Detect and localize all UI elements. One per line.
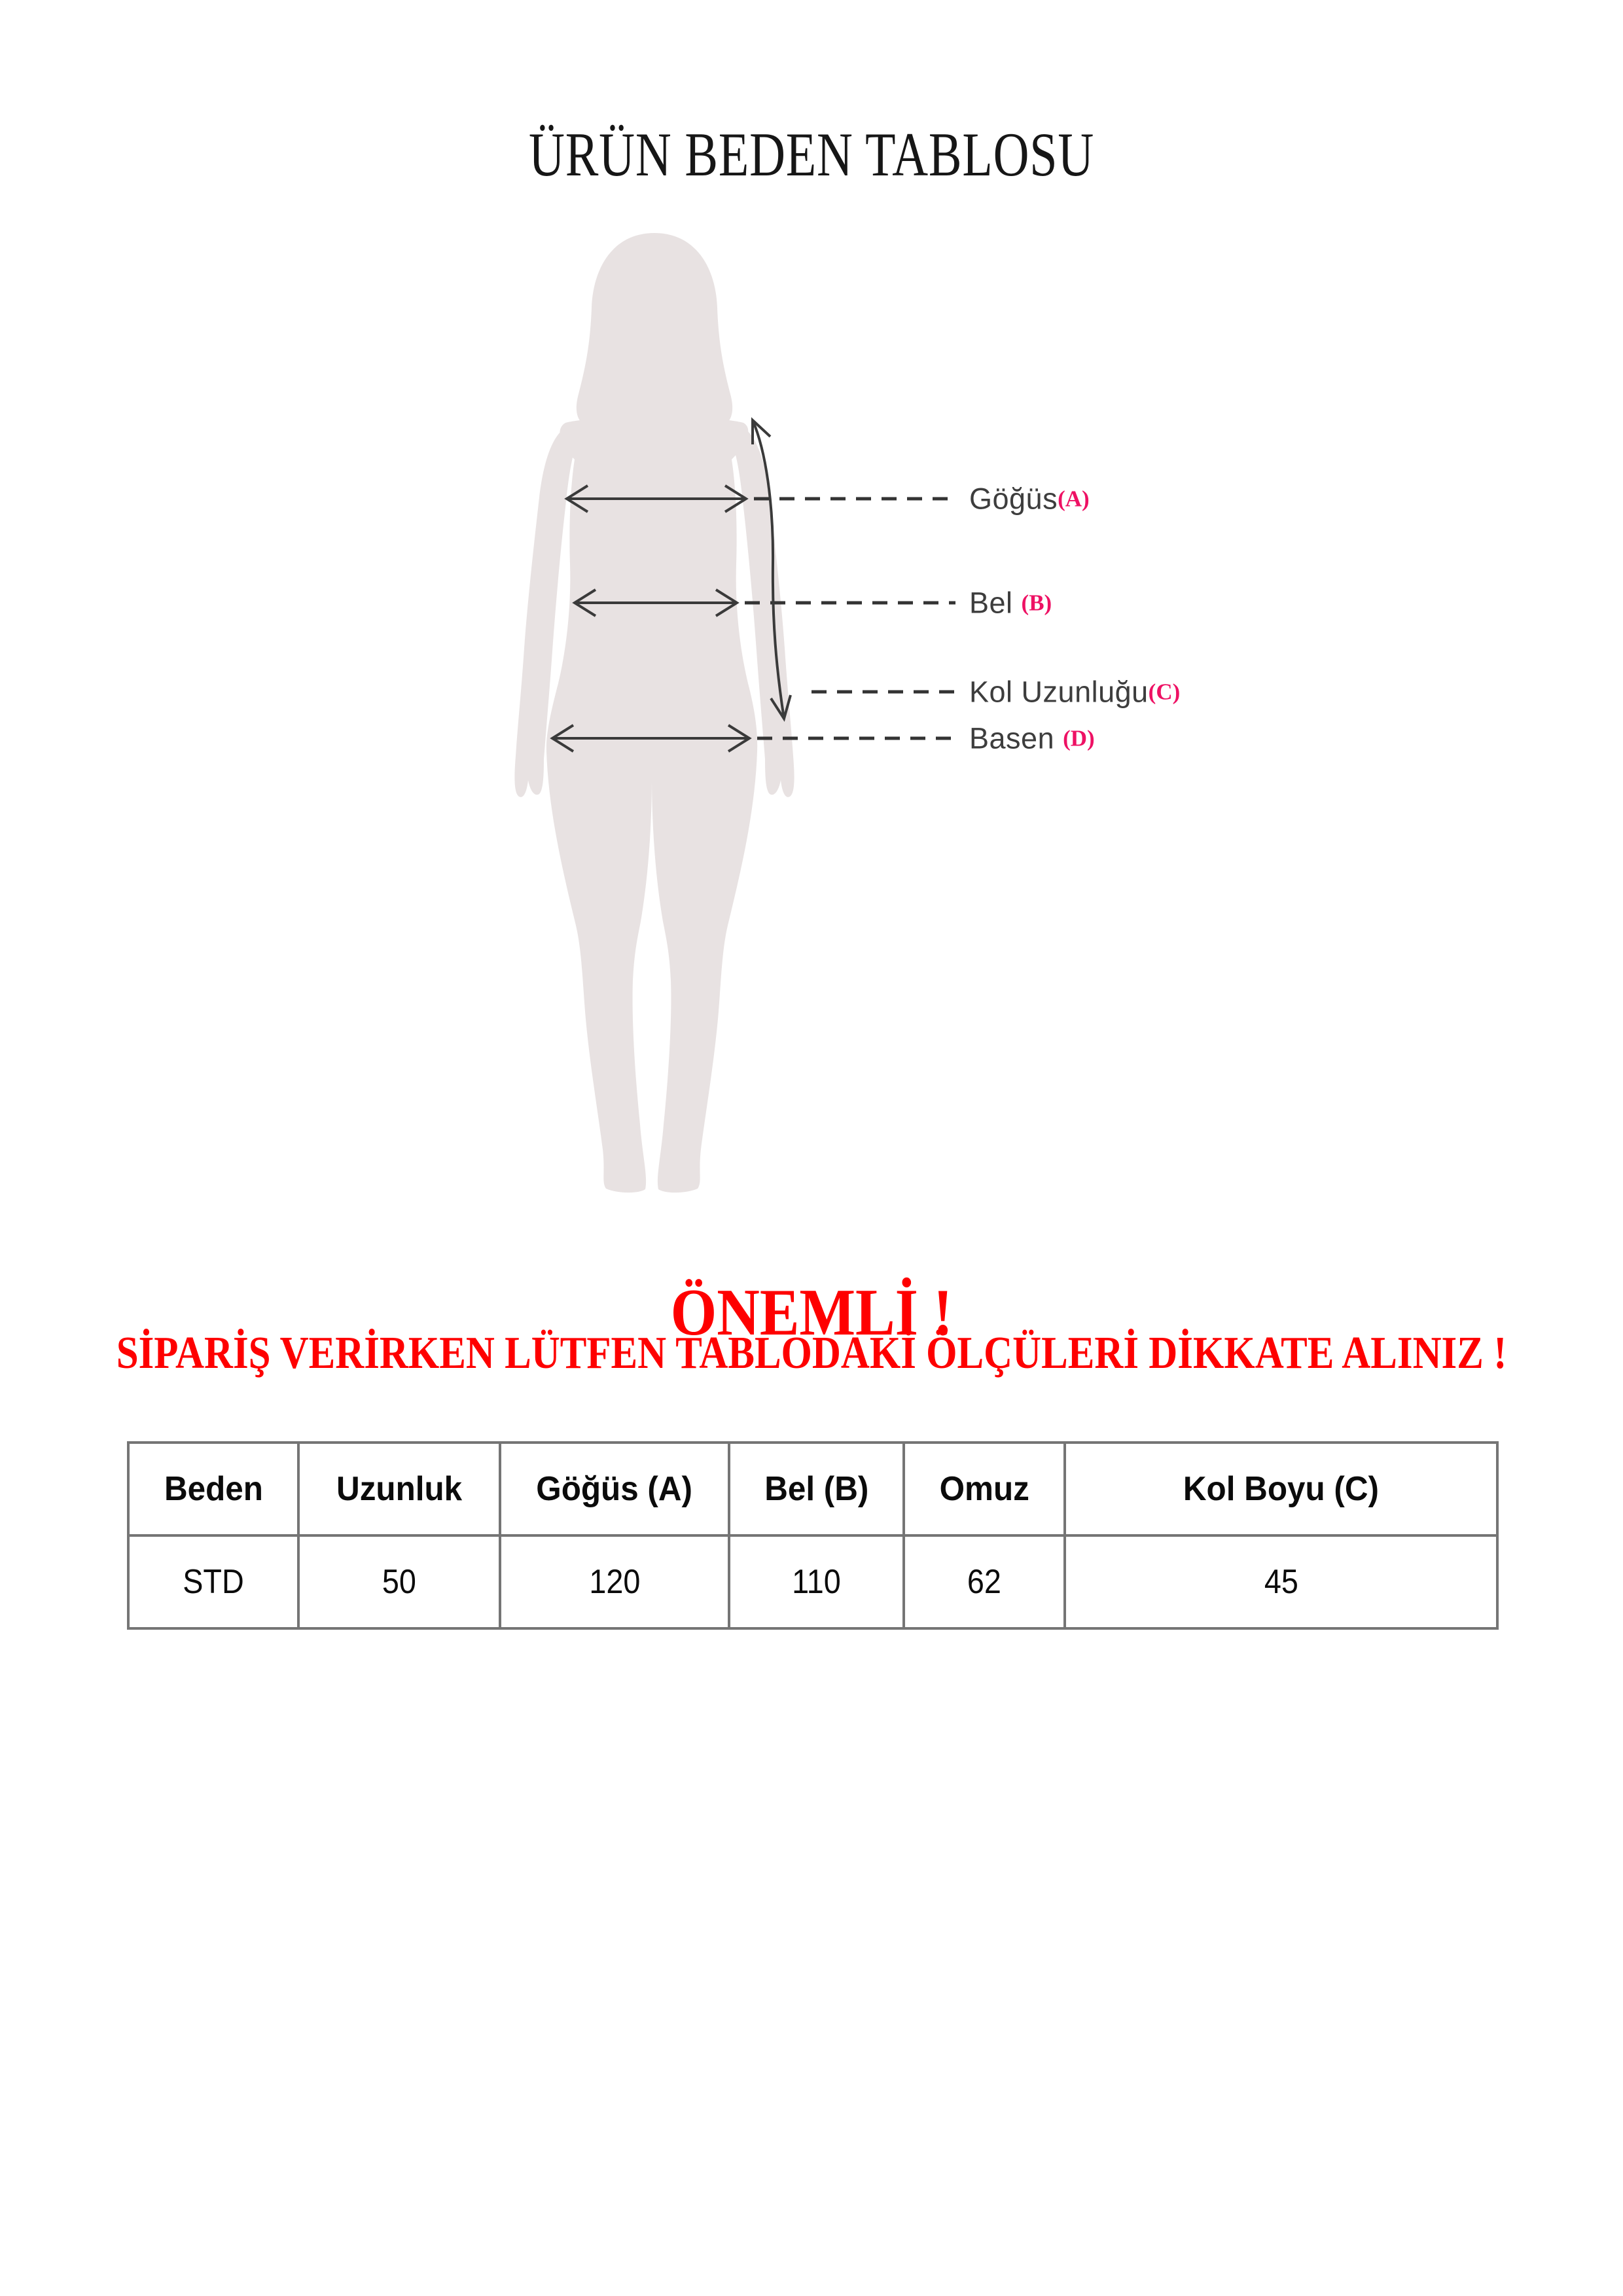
notice-warning-text: SİPARİŞ VERİRKEN LÜTFEN TABLODAKİ ÖLÇÜLERİ DİKKATE ALINIZ ! — [116, 1328, 1507, 1378]
label-arm-length — [969, 677, 1180, 707]
header-kol-boyu-text: Kol Boyu (C) — [1183, 1470, 1380, 1508]
page-title — [0, 120, 1623, 189]
header-bel-b-text: Bel (B) — [764, 1470, 869, 1508]
label-chest-text: Göğüs — [969, 482, 1058, 516]
cell-beden-text: STD — [183, 1563, 244, 1601]
label-arm-length-text: Kol Uzunluğu — [969, 675, 1149, 709]
header-omuz — [904, 1443, 1065, 1535]
notice-warning — [0, 1328, 1623, 1378]
label-arm-length-code: (C) — [1148, 679, 1181, 705]
cell-bel-b — [729, 1535, 904, 1628]
cell-omuz — [904, 1535, 1065, 1628]
header-omuz-text: Omuz — [939, 1470, 1029, 1508]
cell-gogus-a-text: 120 — [588, 1563, 641, 1601]
label-chest-code: (A) — [1058, 486, 1090, 512]
notice-heading-text: ÖNEMLİ ! — [670, 1276, 953, 1350]
header-gogus-a — [500, 1443, 729, 1535]
label-waist-text: Bel — [969, 586, 1022, 620]
cell-kol-boyu — [1065, 1535, 1497, 1628]
cell-gogus-a — [500, 1535, 729, 1628]
header-uzunluk-text: Uzunluk — [336, 1470, 463, 1508]
header-kol-boyu — [1065, 1443, 1497, 1535]
header-beden — [128, 1443, 298, 1535]
label-waist — [969, 588, 1052, 618]
header-beden-text: Beden — [164, 1470, 263, 1508]
label-hip-code: (D) — [1063, 725, 1095, 751]
page-title-text: ÜRÜN BEDEN TABLOSU — [528, 120, 1095, 189]
cell-uzunluk — [298, 1535, 500, 1628]
body-measurement-diagram — [458, 216, 982, 1211]
cell-omuz-text: 62 — [967, 1563, 1002, 1601]
label-chest — [969, 484, 1090, 514]
label-hip — [969, 721, 1095, 755]
cell-bel-b-text: 110 — [792, 1563, 841, 1601]
label-hip-text: Basen — [969, 721, 1063, 755]
cell-beden — [128, 1535, 298, 1628]
silhouette-torso-legs — [546, 417, 757, 1193]
label-waist-code: (B) — [1021, 590, 1052, 616]
size-table-header-row — [128, 1443, 1497, 1535]
cell-kol-boyu-text: 45 — [1264, 1563, 1298, 1601]
header-uzunluk — [298, 1443, 500, 1535]
cell-uzunluk-text: 50 — [382, 1563, 417, 1601]
header-gogus-a-text: Göğüs (A) — [536, 1470, 693, 1508]
size-table-data-row — [128, 1535, 1497, 1628]
body-silhouette — [514, 233, 794, 1193]
size-table — [127, 1441, 1499, 1630]
silhouette-hair-head — [577, 233, 732, 427]
header-bel-b — [729, 1443, 904, 1535]
